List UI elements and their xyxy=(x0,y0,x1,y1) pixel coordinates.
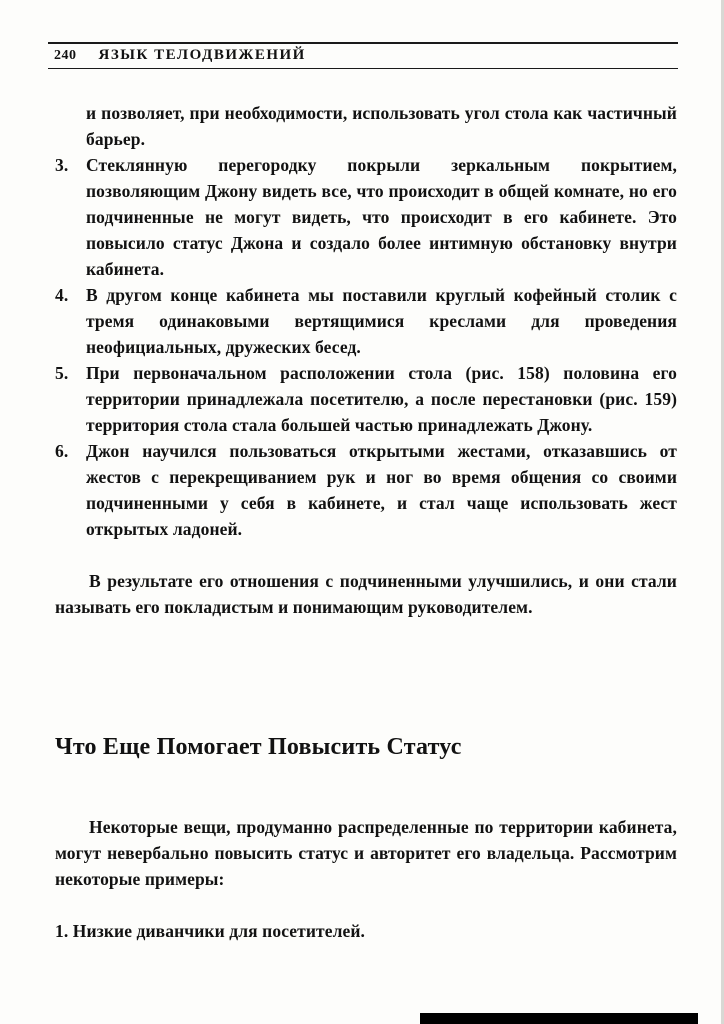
list-item-number: 5. xyxy=(55,363,69,383)
list-item xyxy=(55,360,677,438)
section-heading: Что Еще Помогает Повысить Статус xyxy=(55,734,462,760)
running-title: ЯЗЫК ТЕЛОДВИЖЕНИЙ xyxy=(98,47,306,63)
header-rule-bottom xyxy=(48,68,678,69)
list-item-text: Джон научился пользоваться открытыми жестами, отказавшись от жестов с перекрещиванием рук и ног во время общения со своими подчиненными у себя в кабинете, и стал чаще использовать жест открытых ладоней. xyxy=(86,441,677,539)
result-paragraph: В результате его отношения с подчиненными улучшились, и они стали называть его покладистым и понимающим руководителем. xyxy=(55,571,677,617)
list-item-number: 3. xyxy=(55,155,69,175)
list-item xyxy=(55,282,677,360)
scan-artifact-bar xyxy=(420,1013,698,1024)
list-item-text: Стеклянную перегородку покрыли зеркальным покрытием, позволяющим Джону видеть все, что происходит в общей комнате, но его подчиненные не могут видеть, что происходит в его кабинете. Это повысило статус Джона и создало более интимную обстановку внутри кабинета. xyxy=(86,155,677,279)
list-item-number: 6. xyxy=(55,441,69,461)
continuation-paragraph: и позволяет, при необходимости, использовать угол стола как частичный барьер. xyxy=(86,103,677,149)
page-body xyxy=(55,100,677,944)
list-item-text: При первоначальном расположении стола (рис. 158) половина его территории принадлежала посетителю, а после перестановки (рис. 159) территория стола стала большей частью принадлежать Джону. xyxy=(86,363,677,435)
list-item-number: 4. xyxy=(55,285,69,305)
list-item xyxy=(55,152,677,282)
intro-paragraph: Некоторые вещи, продуманно распределенные по территории кабинета, могут невербально повысить статус и авторитет его владельца. Рассмотрим некоторые примеры: xyxy=(55,817,677,889)
list-item xyxy=(55,438,677,542)
list-item-text: В другом конце кабинета мы поставили круглый кофейный столик с тремя одинаковыми вертящимися креслами для проведения неофициальных, дружеских бесед. xyxy=(86,285,677,357)
example-item: 1. Низкие диванчики для посетителей. xyxy=(55,921,366,941)
page-number: 240 xyxy=(54,48,77,63)
running-head xyxy=(48,42,678,69)
